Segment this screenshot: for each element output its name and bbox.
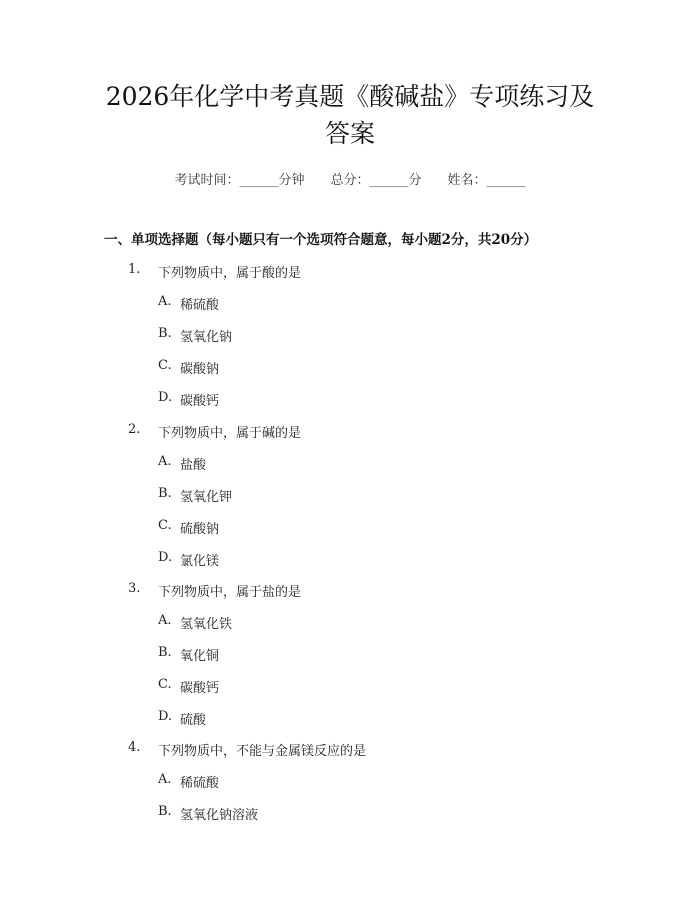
option-label: B.	[158, 486, 172, 501]
option-label: D.	[158, 709, 173, 724]
option-label: A.	[158, 613, 172, 628]
question-number: 1.	[128, 262, 141, 277]
option-label: C.	[158, 677, 172, 692]
question-number: 4.	[128, 740, 141, 755]
option-text: 盐酸	[180, 458, 207, 473]
option-text: 碳酸钙	[180, 681, 220, 696]
option-label: A.	[158, 294, 172, 309]
option-text: 氢氧化钾	[180, 490, 233, 505]
question-text: 下列物质中，不能与金属镁反应的是	[158, 744, 367, 759]
option-label: A.	[158, 454, 172, 469]
option-text: 氧化铜	[180, 649, 220, 664]
option-text: 硫酸钠	[180, 522, 220, 537]
option-label: D.	[158, 390, 173, 405]
option-text: 氯化镁	[180, 554, 220, 569]
option-text: 氢氧化钠	[180, 330, 233, 345]
question-number: 3.	[128, 581, 141, 596]
option-text: 稀硫酸	[180, 298, 220, 313]
exam-name: 姓名：______	[447, 173, 526, 188]
option-label: B.	[158, 645, 172, 660]
option-label: C.	[158, 518, 172, 533]
option-text: 氢氧化钠溶液	[180, 808, 259, 823]
option-label: C.	[158, 358, 172, 373]
option-text: 硫酸	[180, 713, 207, 728]
option-label: B.	[158, 326, 172, 341]
option-text: 稀硫酸	[180, 776, 220, 791]
exam-time: 考试时间：______分钟	[174, 173, 305, 188]
question-number: 2.	[128, 422, 141, 437]
exam-score: 总分：______分	[330, 173, 422, 188]
title-line-1: 2026年化学中考真题《酸碱盐》专项练习及	[105, 82, 595, 111]
option-text: 碳酸钙	[180, 394, 220, 409]
option-label: A.	[158, 772, 172, 787]
document-title	[60, 78, 640, 152]
question-text: 下列物质中，属于酸的是	[158, 266, 302, 281]
title-line-2: 答案	[324, 119, 375, 148]
section-heading: 一、单项选择题（每小题只有一个选项符合题意，每小题2分，共20分）	[104, 232, 538, 248]
option-text: 氢氧化铁	[180, 617, 233, 632]
question-text: 下列物质中，属于碱的是	[158, 426, 302, 441]
option-label: B.	[158, 804, 172, 819]
option-text: 碳酸钠	[180, 362, 220, 377]
option-label: D.	[158, 550, 173, 565]
exam-meta	[0, 169, 700, 188]
question-text: 下列物质中，属于盐的是	[158, 585, 302, 600]
